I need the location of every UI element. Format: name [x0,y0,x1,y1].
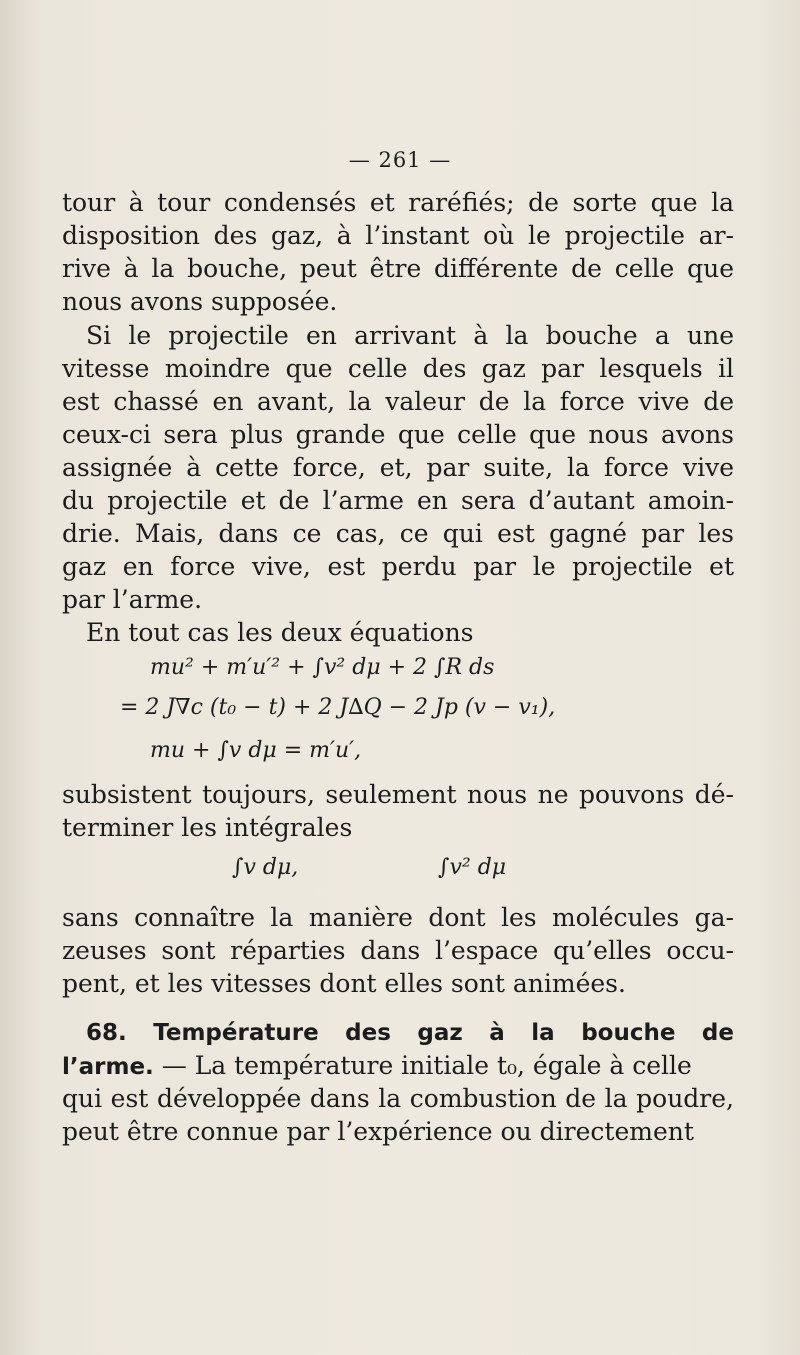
section-68-heading: 68. Température des gaz à la bouche de [86,1020,734,1046]
paragraph-1-line: nous avons supposée. [62,287,338,316]
section-68-line-2 [62,1050,734,1083]
integral-1: ∫v dμ, [232,855,299,880]
paragraph-4-line: terminer les intégrales [62,813,353,842]
paragraph-2-line: assignée à cette force, et, par suite, la force vive [62,453,734,482]
section-68-line: qui est développée dans la combustion de la poudre, [62,1084,734,1113]
paragraph-5-line: pent, et les vitesses dont elles sont animées. [62,969,626,998]
section-68-line: peut être connue par l’expérience ou directement [62,1117,694,1146]
section-68-heading-end: l’arme. [62,1054,154,1080]
paragraph-1-line: rive à la bouche, peut être différente de celle que [62,254,734,283]
equation-1-line-1: mu² + m′u′² + ∫v² dμ + 2 ∫R ds [150,655,495,680]
section-68-text: — La température initiale t₀, égale à celle [153,1051,692,1080]
paragraph-4-line: subsistent toujours, seulement nous ne pouvons dé- [62,780,734,809]
paragraph-3-line: En tout cas les deux équations [86,618,474,647]
page-number: — 261 — [348,148,452,172]
paragraph-5-line: zeuses sont réparties dans l’espace qu’elles occu- [62,936,734,965]
paragraph-2-line: par l’arme. [62,585,203,614]
paragraph-2-line: du projectile et de l’arme en sera d’autant amoin- [62,486,734,515]
paragraph-2-line: est chassé en avant, la valeur de la force vive de [62,387,734,416]
paragraph-1-line: tour à tour condensés et raréfiés; de sorte que la [62,188,734,217]
integral-2: ∫v² dμ [438,855,507,880]
paragraph-2-line: gaz en force vive, est perdu par le projectile et [62,552,734,581]
equation-2: mu + ∫v dμ = m′u′, [150,738,362,763]
paragraph-2-line: vitesse moindre que celle des gaz par lesquels il [62,354,734,383]
paragraph-5-line: sans connaître la manière dont les molécules ga- [62,903,734,932]
equation-1-line-2: = 2 J∇c (t₀ − t) + 2 J∆Q − 2 Jp (v − v₁), [120,695,556,720]
paragraph-1-line: disposition des gaz, à l’instant où le projectile ar- [62,221,734,250]
paragraph-2-line: ceux-ci sera plus grande que celle que nous avons [62,420,734,449]
paragraph-2-line: Si le projectile en arrivant à la bouche a une [86,321,734,350]
paragraph-2-line: drie. Mais, dans ce cas, ce qui est gagné par les [62,519,734,548]
